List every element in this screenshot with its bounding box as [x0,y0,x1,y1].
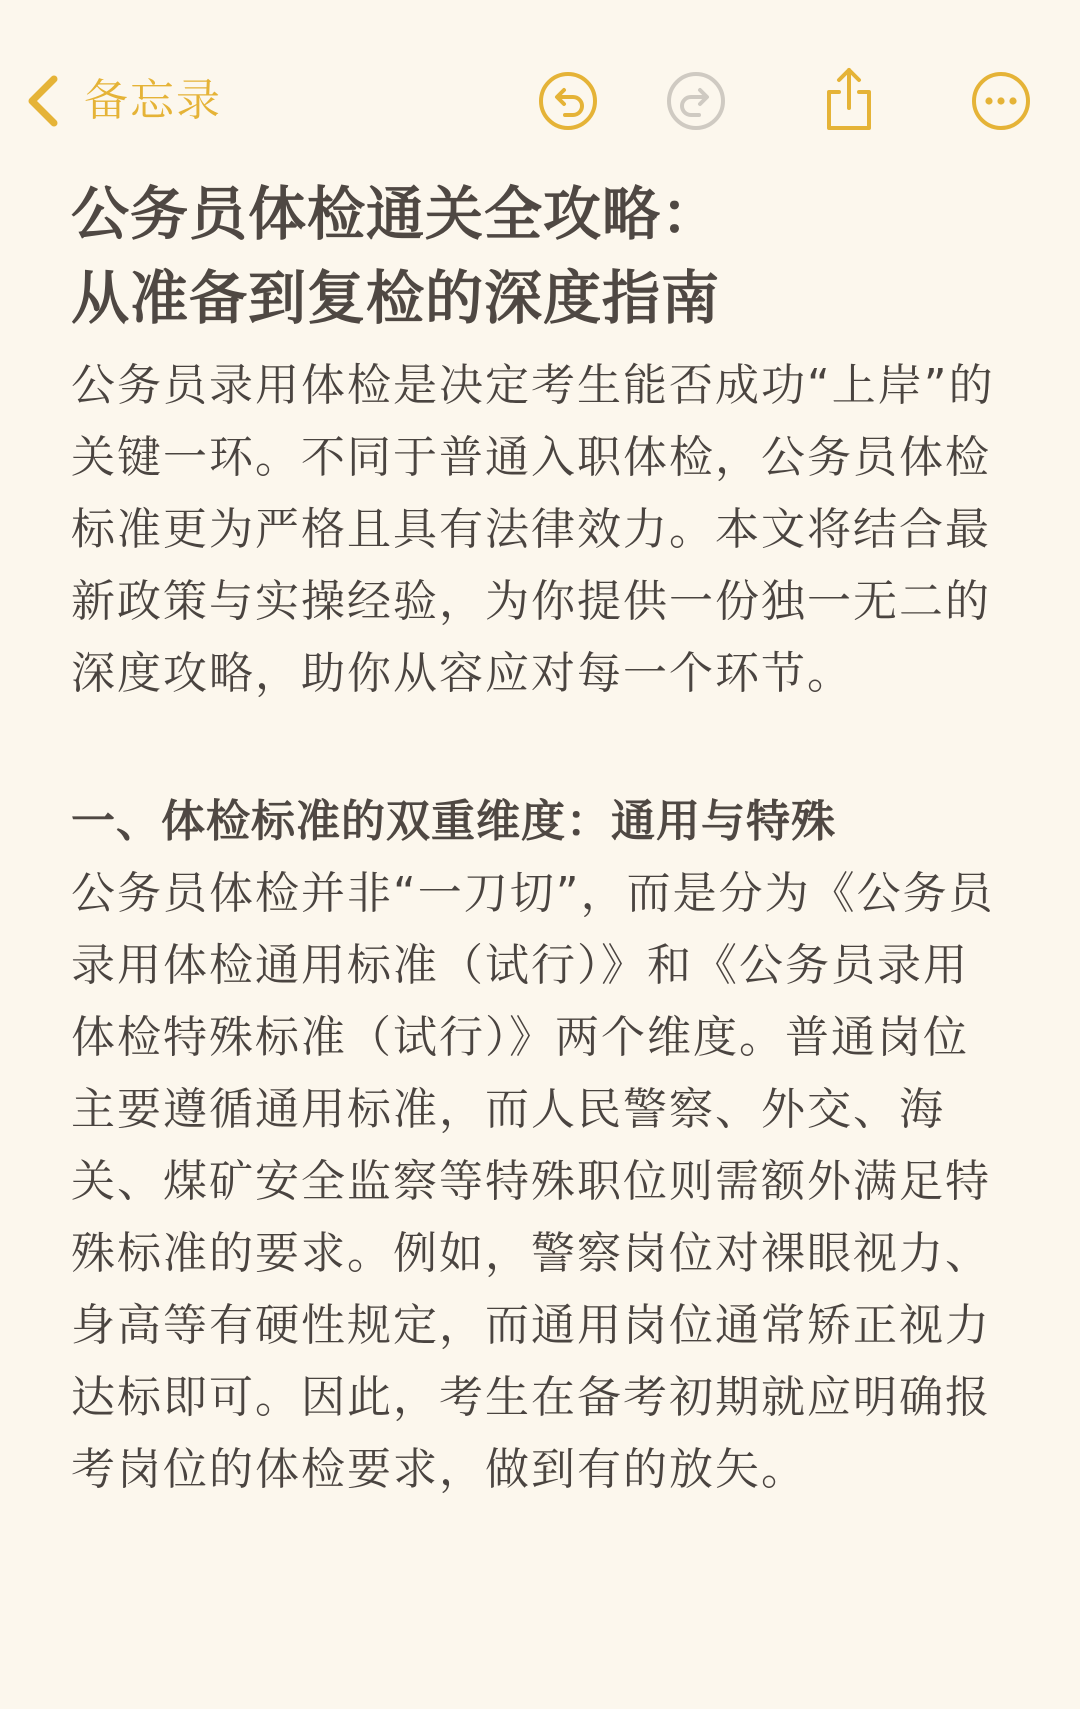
chevron-left-icon [22,71,66,131]
ellipsis-icon [970,70,1032,132]
intro-paragraph: 公务员录用体检是决定考生能否成功“上岸”的关键一环。不同于普通入职体检，公务员体检标准更为严格且具有法律效力。本文将结合最新政策与实操经验，为你提供一份独一无二的深度攻略，助你从容应对每一个环节。 [71,360,995,699]
redo-icon [665,70,727,132]
more-button[interactable] [970,70,1032,132]
undo-icon [537,70,599,132]
back-label: 备忘录 [84,75,222,126]
section-paragraph: 公务员体检并非“一刀切”，而是分为《公务员录用体检通用标准（试行）》和《公务员录用体检特殊标准（试行）》两个维度。普通岗位主要遵循通用标准，而人民警察、外交、海关、煤矿安全监察等特殊职位则需额外满足特殊标准的要求。例如，警察岗位对裸眼视力、身高等有硬性规定，而通用岗位通常矫正视力达标即可。因此，考生在备考初期就应明确报考岗位的体检要求，做到有的放矢。 [71,868,995,1495]
redo-button[interactable] [665,70,727,132]
undo-button[interactable] [537,70,599,132]
share-icon [818,64,880,134]
section-heading: 一、体检标准的双重维度：通用与特殊 [71,796,836,847]
back-button[interactable] [22,70,222,132]
share-button[interactable] [818,64,880,134]
note-title: 公务员体检通关全攻略： 从准备到复检的深度指南 [71,180,721,332]
note-body[interactable] [71,172,1011,1506]
